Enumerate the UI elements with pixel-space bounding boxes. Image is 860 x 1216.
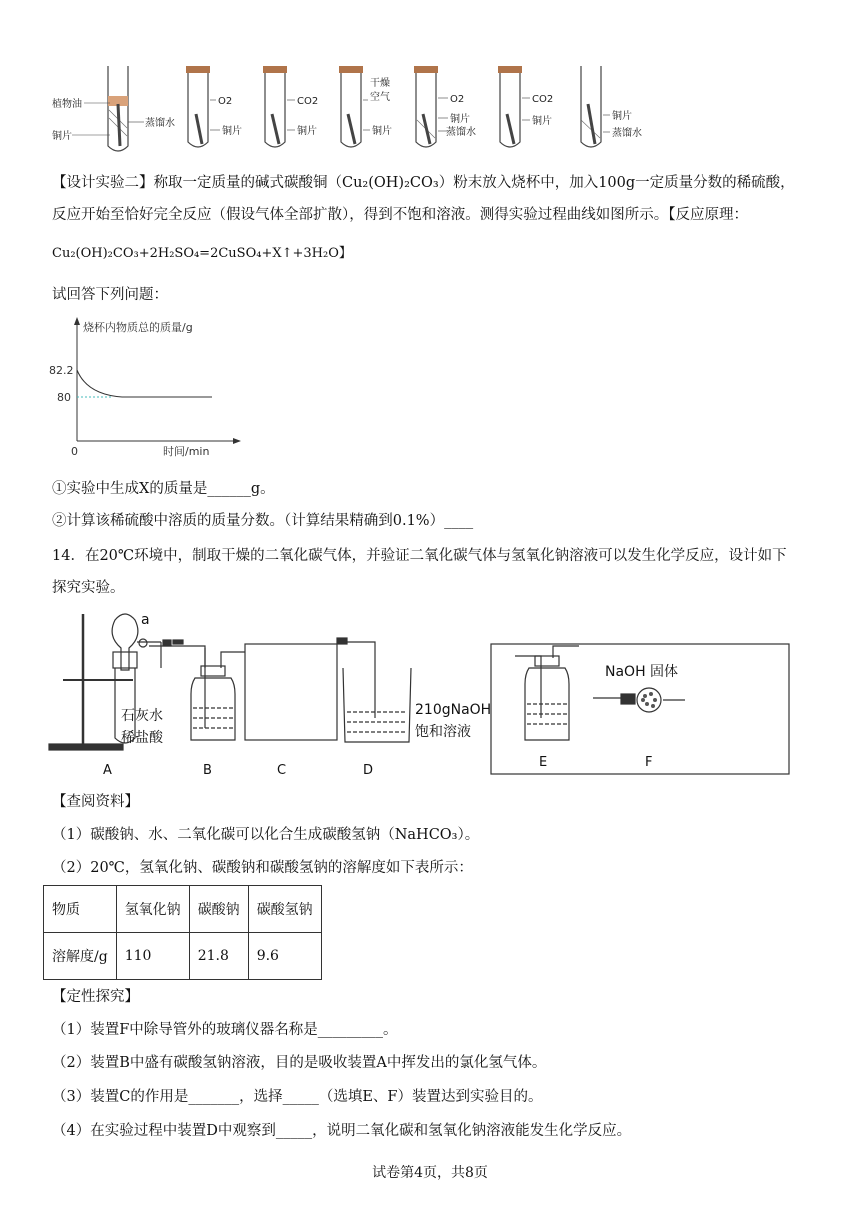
lime-label: 石灰水 — [121, 708, 163, 724]
svg-text:CO2: CO2 — [297, 96, 319, 107]
svg-text:铜片: 铜片 — [372, 126, 392, 137]
table-row: 物质 氢氧化钠 碳酸钠 碳酸氢钠 — [44, 886, 322, 933]
ytick-82-2: 82.2 — [49, 364, 74, 377]
y-axis-label: 烧杯内物质总的质量/g — [83, 321, 193, 334]
valve-a-label: a — [141, 612, 150, 628]
svg-text:O2: O2 — [218, 96, 233, 107]
acid-label: 稀盐酸 — [121, 730, 163, 746]
naoh-solid-label: NaOH 固体 — [605, 664, 679, 680]
svg-text:CO2: CO2 — [532, 94, 554, 105]
ytick-80: 80 — [57, 391, 71, 404]
svg-text:B: B — [203, 763, 212, 778]
svg-text:空气: 空气 — [370, 92, 390, 103]
apparatus-figure — [45, 608, 805, 778]
svg-text:蒸馏水: 蒸馏水 — [612, 128, 642, 139]
ask-text: 试回答下列问题： — [52, 287, 168, 303]
table-row: 溶解度/g 110 21.8 9.6 — [44, 933, 322, 980]
svg-text:干燥: 干燥 — [370, 78, 390, 89]
design2-line1: 【设计实验二】称取一定质量的碱式碳酸铜（Cu₂(OH)₂CO₃）粉末放入烧杯中，加入100g一定质量分数的稀硫酸， — [52, 175, 795, 191]
label-oil: 植物油 — [52, 99, 82, 110]
qualitative-heading: 【定性探究】 — [52, 989, 139, 1005]
svg-text:F: F — [645, 755, 653, 770]
reference-1: （1）碳酸钠、水、二氧化碳可以化合生成碳酸氢钠（NaHCO₃）。 — [52, 827, 480, 843]
q14-line2: 探究实验。 — [52, 580, 125, 596]
svg-text:O2: O2 — [450, 94, 465, 105]
qual-q3: （3）装置C的作用是_______，选择_____（选填E、F）装置达到实验目的。 — [52, 1089, 543, 1105]
mass-time-chart — [45, 315, 245, 465]
q13-1: ①实验中生成X的质量是______g。 — [52, 481, 275, 497]
reference-2: （2）20℃，氢氧化钠、碳酸钠和碳酸氢钠的溶解度如下表所示： — [52, 860, 473, 876]
reference-heading: 【查阅资料】 — [52, 794, 139, 810]
svg-text:铜片: 铜片 — [52, 131, 72, 142]
design2-line2: 反应开始至恰好完全反应（假设气体全部扩散），得到不饱和溶液。测得实验过程曲线如图所示。【反应原理： — [52, 207, 748, 223]
svg-text:铜片: 铜片 — [297, 126, 317, 137]
svg-text:D: D — [363, 763, 374, 778]
svg-text:蒸馏水: 蒸馏水 — [145, 118, 175, 129]
svg-text:C: C — [277, 763, 287, 778]
q13-2: ②计算该稀硫酸中溶质的质量分数。（计算结果精确到0.1%）____ — [52, 513, 474, 529]
svg-text:铜片: 铜片 — [450, 114, 470, 125]
svg-text:蒸馏水: 蒸馏水 — [446, 127, 476, 138]
svg-text:铜片: 铜片 — [222, 126, 242, 137]
page-footer: 试卷第4页，共8页 — [372, 1165, 488, 1181]
mass-curve — [77, 370, 212, 397]
q14-line1: 14．在20℃环境中，制取干燥的二氧化碳气体，并验证二氧化碳气体与氢氧化钠溶液可以发生化学反应，设计如下 — [52, 548, 787, 564]
svg-text:A: A — [103, 763, 112, 778]
qual-q1: （1）装置F中除导管外的玻璃仪器名称是_________。 — [52, 1022, 398, 1038]
origin-label: 0 — [71, 445, 78, 458]
svg-text:铜片: 铜片 — [532, 116, 552, 127]
x-axis-label: 时间/min — [163, 445, 210, 458]
svg-text:E: E — [539, 755, 548, 770]
test-tubes-figure — [50, 58, 660, 158]
naoh-solution-label2: 饱和溶液 — [415, 724, 471, 740]
qual-q2: （2）装置B中盛有碳酸氢钠溶液，目的是吸收装置A中挥发出的氯化氢气体。 — [52, 1055, 547, 1071]
qual-q4: （4）在实验过程中装置D中观察到_____，说明二氧化碳和氢氧化钠溶液能发生化学反应。 — [52, 1123, 632, 1139]
naoh-solution-label: 210gNaOH — [415, 702, 492, 718]
solubility-table — [43, 885, 322, 980]
svg-text:铜片: 铜片 — [612, 111, 632, 122]
reaction-equation: Cu₂(OH)₂CO₃+2H₂SO₄=2CuSO₄+X↑+3H₂O】 — [52, 246, 352, 261]
